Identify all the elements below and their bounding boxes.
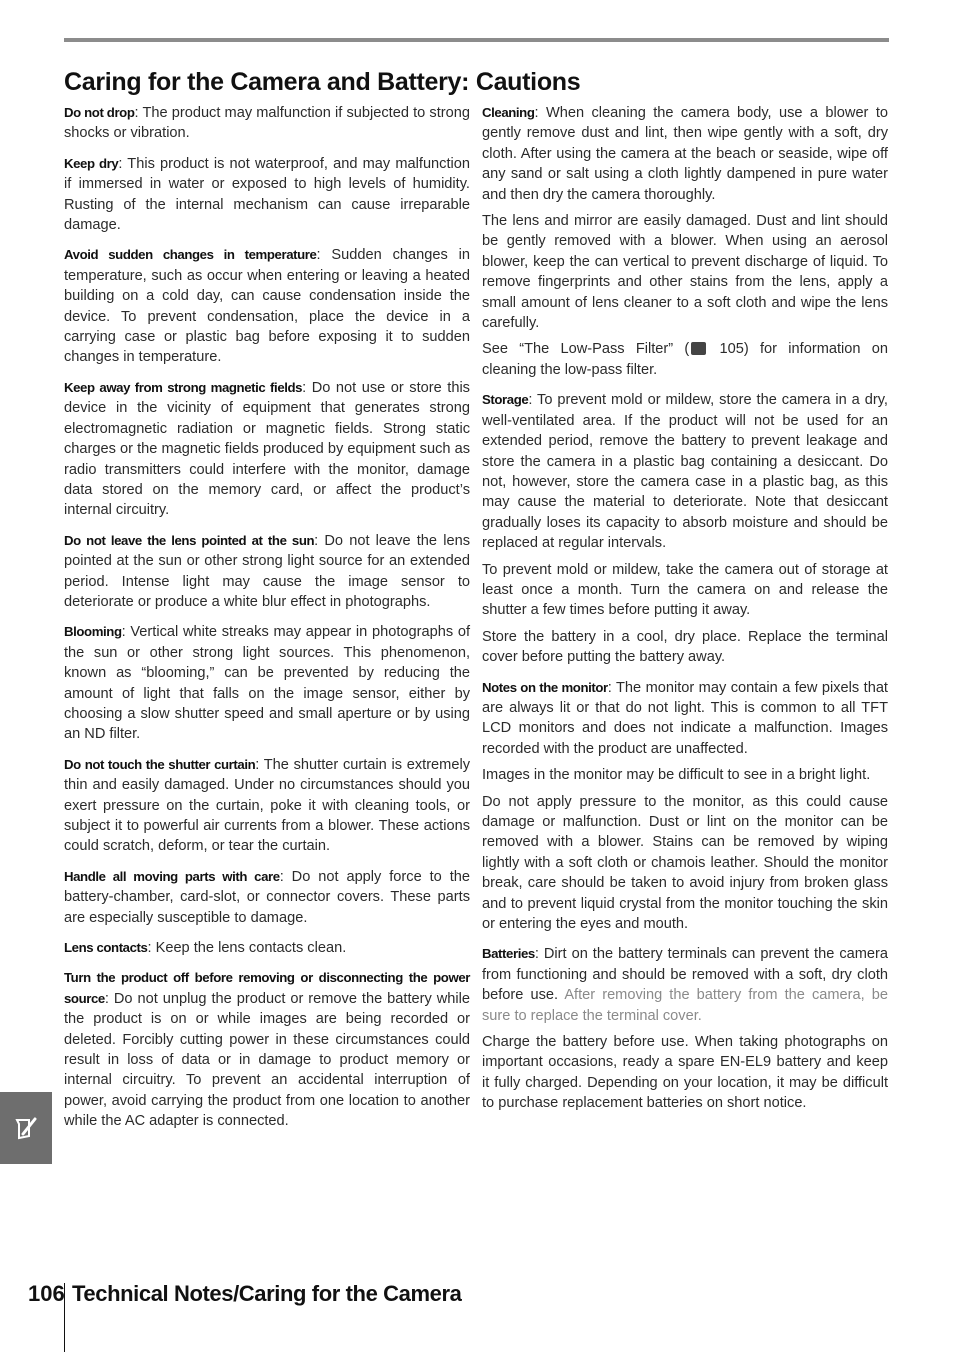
cleaning-text: : When cleaning the camera body, use a blower to gently remove dust and lint, then wipe gently with a soft, dry cloth. After using the camera at the beach or seaside, wipe off any sand or salt using a cloth lightly dampened in pure water and then dry the camera thoroughly.	[482, 105, 888, 203]
caution-paragraph	[64, 622, 470, 744]
caution-paragraph	[64, 245, 470, 367]
notes-tab-icon	[15, 1116, 37, 1140]
caution-term: Do not touch the shutter curtain	[64, 756, 256, 772]
reference-text-after: 105) for information on cleaning the low-pass filter.	[482, 341, 888, 378]
caution-term: Turn the product off before removing or disconnecting the power source	[64, 970, 470, 1006]
top-rule	[64, 38, 889, 42]
caution-paragraph	[64, 103, 470, 144]
batteries-faint-text: After removing the battery from the camera, be sure to replace the terminal cover.	[482, 987, 888, 1024]
caution-text: : Sudden changes in temperature, such as occur when entering or leaving a heated building on a cold day, can cause condensation inside the device. To prevent condensation, place the device in a carrying case or plastic bag before exposing it to sudden changes in temperature.	[64, 247, 470, 366]
side-tab	[0, 1092, 52, 1164]
caution-term: Do not leave the lens pointed at the sun	[64, 532, 315, 548]
cleaning-paragraph	[482, 103, 888, 205]
cleaning-lens-paragraph: The lens and mirror are easily damaged. Dust and lint should be gently removed with a blower. When using an aerosol blower, keep the can vertical to prevent discharge of liquid. To remove fingerprints and other stains from the lens, apply a small amount of lens cleaner to a soft cloth and wipe the lens carefully.	[482, 213, 888, 332]
caution-text: : This product is not waterproof, and may malfunction if immersed in water or exposed to high levels of humidity. Rusting of the internal mechanism can cause irreparable damage.	[64, 155, 471, 234]
storage-battery-paragraph: Store the battery in a cool, dry place. Replace the terminal cover before putting the battery away.	[482, 628, 888, 666]
caution-paragraph	[64, 378, 470, 521]
caution-term: Do not drop	[64, 105, 135, 120]
caution-paragraph	[64, 867, 470, 928]
caution-text: : Do not leave the lens pointed at the sun or other strong light source for an extended period. Intense light may cause the image sensor to deteriorate or produce a white blur effect in photographs.	[64, 532, 470, 610]
left-column	[64, 103, 470, 1142]
caution-paragraph	[64, 154, 470, 236]
caution-paragraph	[64, 938, 470, 958]
caution-term: Keep away from strong magnetic fields	[64, 379, 303, 395]
storage-term: Storage	[482, 392, 529, 408]
caution-text: : Vertical white streaks may appear in photographs of the sun or other strong light sources. This phenomenon, known as “blooming,” can be prevented by reducing the amount of light that falls on the image sensor, either by choosing a slow shutter speed and small aperture or by using an ND filter.	[64, 624, 470, 743]
caution-term: Lens contacts	[64, 940, 148, 956]
caution-term: Blooming	[64, 624, 122, 640]
caution-paragraph	[64, 968, 470, 1131]
monitor-pressure-paragraph: Do not apply pressure to the monitor, as this could cause damage or malfunction. Dust or lint on the monitor can be removed with a blower. Stains can be removed by wiping lightly with a soft cloth or chamois leather. Should the monitor break, care should be taken to avoid injury from broken glass and to prevent liquid crystal from the monitor touching the skin or entering the eyes and mouth.	[482, 793, 888, 933]
monitor-bright-light-paragraph: Images in the monitor may be difficult to see in a bright light.	[482, 767, 871, 784]
book-reference-icon	[691, 342, 706, 355]
caution-term: Handle all moving parts with care	[64, 868, 280, 884]
storage-monthly-paragraph: To prevent mold or mildew, take the camera out of storage at least once a month. Turn the camera on and release the shutter a few times before putting it away.	[482, 561, 888, 619]
monitor-paragraph	[482, 678, 888, 760]
caution-term: Avoid sudden changes in temperature	[64, 247, 317, 263]
storage-paragraph	[482, 390, 888, 553]
section-footer-title: Technical Notes/Caring for the Camera	[72, 1281, 462, 1306]
caution-text: : Do not apply force to the battery-chamber, card-slot, or connector covers. These parts are especially susceptible to damage.	[64, 868, 470, 926]
caution-text: : Keep the lens contacts clean.	[147, 940, 347, 957]
caution-text: : The shutter curtain is extremely thin and easily damaged. Under no circumstances should you exert pressure on the curtain, poke it with cleaning tools, or subject it to powerful air currents from a blower. These actions could scratch, deform, or tear the curtain.	[64, 756, 470, 855]
reference-text-before: See “The Low-Pass Filter” (	[482, 341, 690, 358]
monitor-term: Notes on the monitor	[482, 679, 608, 695]
batteries-text: : Dirt on the battery terminals can prevent the camera from functioning and should be removed with a soft, dry cloth before use.	[482, 946, 888, 1004]
right-column	[482, 103, 888, 1124]
monitor-text: : The monitor may contain a few pixels that are always lit or that do not light. This is common to all TFT LCD monitors and does not indicate a malfunction. Images recorded with the product are unaffected.	[482, 679, 888, 757]
caution-paragraph	[64, 531, 470, 613]
batteries-term: Batteries	[482, 946, 535, 962]
storage-text: : To prevent mold or mildew, store the camera in a dry, well-ventilated area. If the product will not be used for an extended period, remove the battery to prevent leakage and store the camera in a plastic bag containing a desiccant. Do not, however, store the camera case in a plastic bag, as this may cause the material to deteriorate. Note that desiccant gradually loses its capacity to absorb moisture and should be replaced at regular intervals.	[482, 392, 888, 552]
batteries-charge-paragraph: Charge the battery before use. When taking photographs on important occasions, ready a spare EN-EL9 battery and keep it fully charged. Depending on your location, it may be difficult to purchase replacement batteries on short notice.	[482, 1034, 888, 1112]
caution-text: : Do not use or store this device in the vicinity of equipment that generates strong electromagnetic radiation or magnetic fields. Strong static charges or the magnetic fields produced by equipment such as radio transmitters could interfere with the monitor, damage data stored on the memory card, or affect the product’s internal circuitry.	[64, 379, 470, 519]
low-pass-filter-reference	[482, 339, 888, 380]
caution-text: : The product may malfunction if subjected to strong shocks or vibration.	[64, 105, 470, 142]
caution-term: Keep dry	[64, 155, 119, 171]
batteries-paragraph	[482, 944, 888, 1026]
page-number: 106	[28, 1281, 65, 1306]
caution-paragraph	[64, 755, 470, 857]
caution-text: : Do not unplug the product or remove the battery while the product is on or while images are being recorded or deleted. Forcibly cutting power in these circumstances could result in loss of data or in damage to product memory or internal circuitry. To prevent an accidental interruption of power, avoid carrying the product from one location to another while the AC adapter is connected.	[64, 990, 470, 1130]
page-title: Caring for the Camera and Battery: Cautions	[64, 68, 581, 96]
cleaning-term: Cleaning	[482, 105, 535, 120]
